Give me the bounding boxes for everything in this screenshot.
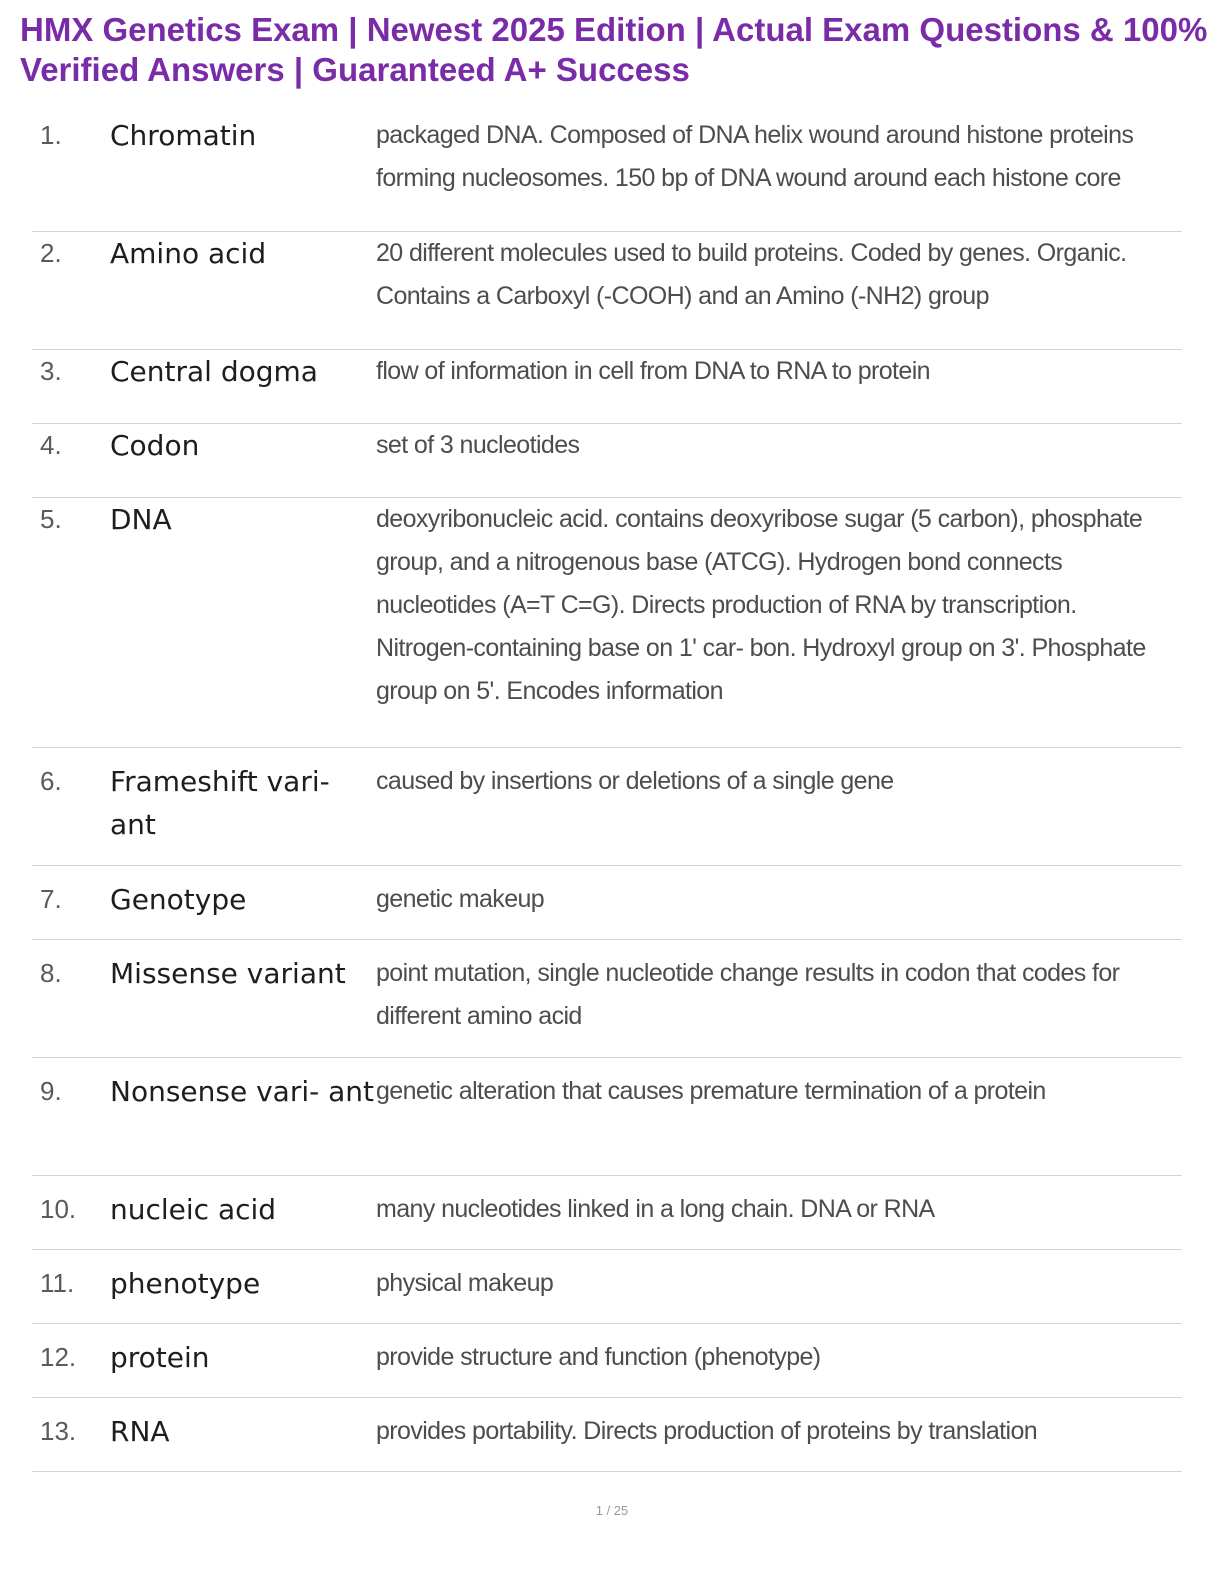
term-row	[32, 1324, 1182, 1398]
term-number: 2.	[40, 238, 62, 268]
term-name: phenotype	[110, 1267, 261, 1300]
term-definition: genetic makeup	[376, 885, 545, 913]
term-row	[32, 1058, 1182, 1176]
term-name: Codon	[110, 429, 200, 462]
term-number: 13.	[40, 1416, 77, 1446]
term-number: 8.	[40, 958, 62, 988]
term-name: RNA	[110, 1415, 170, 1448]
term-definition: provide structure and function (phenotype)	[376, 1343, 821, 1371]
term-number: 4.	[40, 430, 62, 460]
term-name: Genotype	[110, 883, 247, 916]
term-definition: physical makeup	[376, 1269, 554, 1297]
term-number: 5.	[40, 504, 62, 534]
term-list	[32, 114, 1182, 1472]
term-row	[32, 498, 1182, 748]
term-name: Chromatin	[110, 119, 257, 152]
term-name: Amino acid	[110, 237, 267, 270]
term-definition: deoxyribonucleic acid. contains deoxyribose sugar (5 carbon), phosphate group, and a nitrogenous base (ATCG). Hydrogen bond connects nucleotides (A=T C=G). Directs production of RNA by transcription. Nitrogen-containing base on 1' car- bon. Hydroxyl group on 3'. Phosphate group on 5'. Encodes information	[376, 505, 1146, 705]
term-number: 7.	[40, 884, 62, 914]
term-row	[32, 1250, 1182, 1324]
term-definition: set of 3 nucleotides	[376, 431, 580, 459]
term-row	[32, 1398, 1182, 1472]
term-definition: provides portability. Directs production of proteins by translation	[376, 1417, 1038, 1445]
term-definition: 20 different molecules used to build proteins. Coded by genes. Organic. Contains a Carboxyl (-COOH) and an Amino (-NH2) group	[376, 239, 1127, 310]
term-name: protein	[110, 1341, 210, 1374]
term-number: 10.	[40, 1194, 77, 1224]
term-number: 3.	[40, 356, 62, 386]
term-definition: genetic alteration that causes premature termination of a protein	[376, 1077, 1046, 1105]
term-row	[32, 866, 1182, 940]
term-row	[32, 232, 1182, 350]
term-row	[32, 748, 1182, 866]
term-name: Missense variant	[110, 957, 346, 990]
term-name: DNA	[110, 503, 172, 536]
term-definition: many nucleotides linked in a long chain. DNA or RNA	[376, 1195, 935, 1223]
term-row	[32, 940, 1182, 1058]
term-row	[32, 350, 1182, 424]
term-name: nucleic acid	[110, 1193, 277, 1226]
document-title: HMX Genetics Exam | Newest 2025 Edition | Actual Exam Questions & 100% Verified Answers | Guaranteed A+ Success	[20, 11, 1208, 88]
term-definition: flow of information in cell from DNA to RNA to protein	[376, 357, 930, 385]
term-row	[32, 1176, 1182, 1250]
term-name: Frameshift vari- ant	[110, 765, 330, 841]
term-definition: caused by insertions or deletions of a single gene	[376, 767, 894, 795]
term-definition: point mutation, single nucleotide change results in codon that codes for different amino acid	[376, 959, 1120, 1030]
term-number: 6.	[40, 766, 62, 796]
term-name: Central dogma	[110, 355, 318, 388]
term-number: 12.	[40, 1342, 77, 1372]
page-indicator: 1 / 25	[595, 1503, 629, 1518]
term-number: 11.	[40, 1268, 75, 1298]
term-row	[32, 114, 1182, 232]
term-number: 1.	[40, 120, 62, 150]
term-name: Nonsense vari- ant	[110, 1075, 375, 1108]
term-row	[32, 424, 1182, 498]
term-definition: packaged DNA. Composed of DNA helix wound around histone proteins forming nucleosomes. 150 bp of DNA wound around each histone core	[376, 121, 1134, 192]
term-number: 9.	[40, 1076, 62, 1106]
